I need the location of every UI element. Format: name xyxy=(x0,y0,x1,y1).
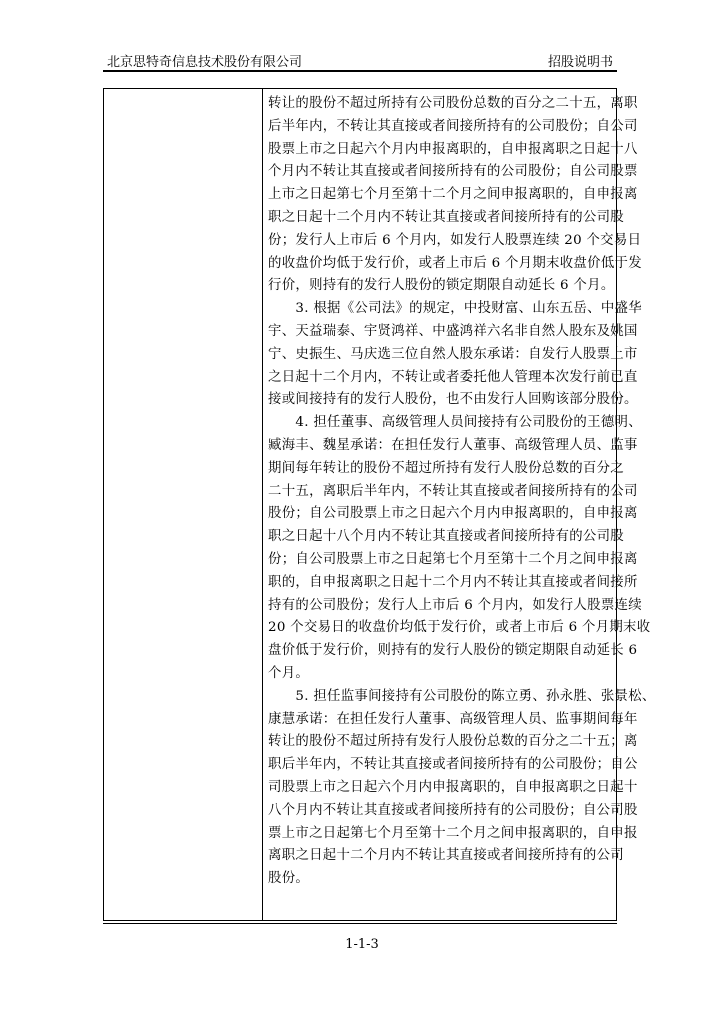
text-line: 二十五，离职后半年内，不转让其直接或者间接所持有的公司 xyxy=(268,483,638,499)
text-line: 行价，则持有的发行人股份的锁定期限自动延长 6 个月。 xyxy=(268,278,615,294)
text-line: 5. 担任监事间接持有公司股份的陈立勇、孙永胜、张景松、 xyxy=(268,688,656,704)
text-line: 职后半年内，不转让其直接或者间接所持有的公司股份；自公 xyxy=(268,757,638,773)
text-line: 期间每年转让的股份不超过所持有发行人股份总数的百分之 xyxy=(268,460,624,476)
text-line: 职之日起十八个月内不转让其直接或者间接所持有的公司股 xyxy=(268,529,624,545)
page-number: 1-1-3 xyxy=(345,937,379,952)
text-line: 盘价低于发行价，则持有的发行人股份的锁定期限自动延长 6 xyxy=(268,643,638,659)
company-name: 北京思特奇信息技术股份有限公司 xyxy=(107,55,303,70)
text-line: 的收盘价均低于发行价，或者上市后 6 个月期末收盘价低于发 xyxy=(268,255,642,271)
text-line: 接或间接持有的发行人股份，也不由发行人回购该部分股份。 xyxy=(268,392,638,408)
text-line: 职之日起十二个月内不转让其直接或者间接所持有的公司股 xyxy=(268,209,624,225)
text-line: 股份；自公司股票上市之日起六个月内申报离职的，自申报离 xyxy=(268,506,638,522)
text-line: 八个月内不转让其直接或者间接所持有的公司股份；自公司股 xyxy=(268,802,638,818)
text-line: 份；自公司股票上市之日起第七个月至第十二个月之间申报离 xyxy=(268,551,638,567)
text-line: 份；发行人上市后 6 个月内，如发行人股票连续 20 个交易日 xyxy=(268,232,642,248)
text-line: 康慧承诺：在担任发行人董事、高级管理人员、监事期间每年 xyxy=(268,711,638,727)
header-rule xyxy=(103,70,617,72)
text-line: 20 个交易日的收盘价均低于发行价，或者上市后 6 个月期末收 xyxy=(268,620,651,636)
text-line: 转让的股份不超过所持有公司股份总数的百分之二十五，离职 xyxy=(268,96,638,111)
text-line: 票上市之日起第七个月至第十二个月之间申报离职的，自申报 xyxy=(268,825,638,841)
table-bottom-rule xyxy=(103,923,617,924)
text-line: 司股票上市之日起六个月内申报离职的，自申报离职之日起十 xyxy=(268,779,638,795)
text-line: 上市之日起第七个月至第十二个月之间申报离职的，自申报离 xyxy=(268,187,638,203)
text-line: 4. 担任董事、高级管理人员间接持有公司股份的王德明、 xyxy=(268,415,642,431)
text-line: 持有的公司股份；发行人上市后 6 个月内，如发行人股票连续 xyxy=(268,597,642,613)
text-line: 宇、天益瑞泰、宇贤鸿祥、中盛鸿祥六名非自然人股东及姚国 xyxy=(268,323,638,339)
text-line: 股份。 xyxy=(268,871,310,887)
document-type: 招股说明书 xyxy=(547,55,613,70)
text-line: 之日起十二个月内，不转让或者委托他人管理本次发行前已直 xyxy=(268,369,638,385)
text-line: 个月内不转让其直接或者间接所持有的公司股份；自公司股票 xyxy=(268,164,638,180)
text-line: 个月。 xyxy=(268,665,310,681)
text-line: 3. 根据《公司法》的规定，中投财富、山东五岳、中盛华 xyxy=(268,301,642,317)
page-header xyxy=(103,46,617,70)
text-line: 股票上市之日起六个月内申报离职的，自申报离职之日起十八 xyxy=(268,141,638,157)
content-table xyxy=(103,88,656,921)
table-column-divider xyxy=(262,89,263,920)
text-line: 宁、史振生、马庆选三位自然人股东承诺：自发行人股票上市 xyxy=(268,346,638,362)
text-line: 后半年内，不转让其直接或者间接所持有的公司股份；自公司 xyxy=(268,118,638,134)
table-right-cell xyxy=(268,93,656,891)
text-line: 臧海丰、魏星承诺：在担任发行人董事、高级管理人员、监事 xyxy=(268,437,638,453)
text-line: 离职之日起十二个月内不转让其直接或者间接所持有的公司 xyxy=(268,848,624,864)
text-line: 职的，自申报离职之日起十二个月内不转让其直接或者间接所 xyxy=(268,574,638,590)
text-line: 转让的股份不超过所持有发行人股份总数的百分之二十五；离 xyxy=(268,734,638,750)
